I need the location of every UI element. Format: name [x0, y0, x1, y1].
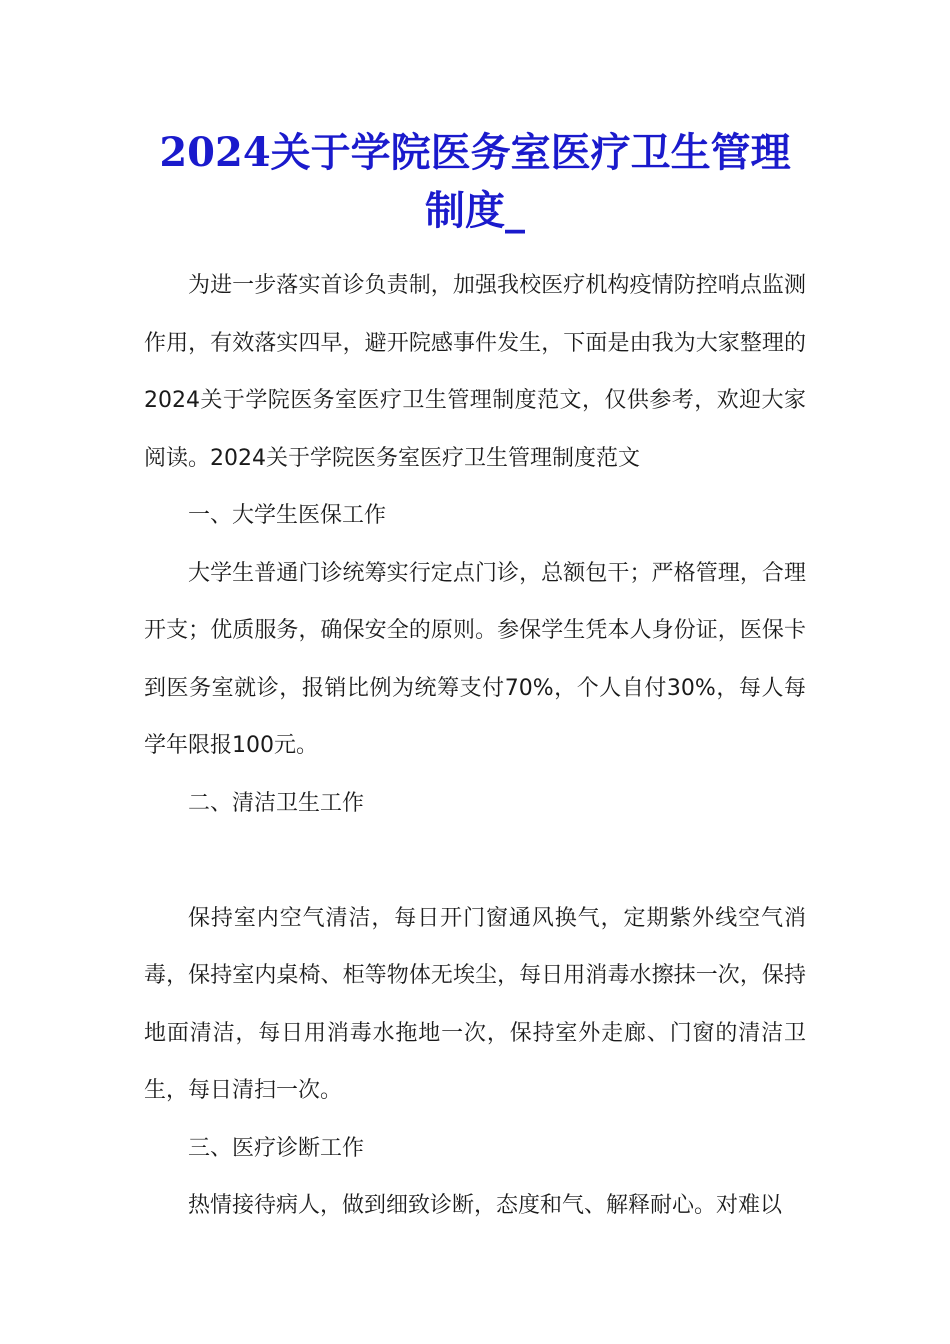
blank-line: [144, 832, 806, 890]
section-heading-diagnosis: 三、医疗诊断工作: [188, 1135, 365, 1161]
section-body-medical-insurance: 大学生普通门诊统筹实行定点门诊，总额包干；严格管理，合理开支；优质服务，确保安全的原则。参保学生凭本人身份证，医保卡到医务室就诊，报销比例为统筹支付70%，个人自付30%，每人每学年限报100元。: [144, 560, 806, 758]
section-body-diagnosis: 热情接待病人，做到细致诊断，态度和气、解释耐心。对难以: [188, 1193, 783, 1218]
document-title: 2024关于学院医务室医疗卫生管理制度_: [159, 129, 791, 234]
intro-paragraph: 为进一步落实首诊负责制，加强我校医疗机构疫情防控哨点监测作用，有效落实四早，避开院感事件发生，下面是由我为大家整理的2024关于学院医务室医疗卫生管理制度范文，仅供参考，欢迎大家阅读。2024关于学院医务室医疗卫生管理制度范文: [144, 273, 806, 471]
section-body-cleaning: 保持室内空气清洁，每日开门窗通风换气，定期紫外线空气消毒，保持室内桌椅、柜等物体无埃尘，每日用消毒水擦抹一次，保持地面清洁，每日用消毒水拖地一次，保持室外走廊、门窗的清洁卫生，每日清扫一次。: [144, 905, 806, 1103]
section-heading-medical-insurance: 一、大学生医保工作: [188, 503, 387, 528]
section-heading-cleaning: 二、清洁卫生工作: [188, 790, 365, 816]
document-body: [144, 257, 806, 1235]
